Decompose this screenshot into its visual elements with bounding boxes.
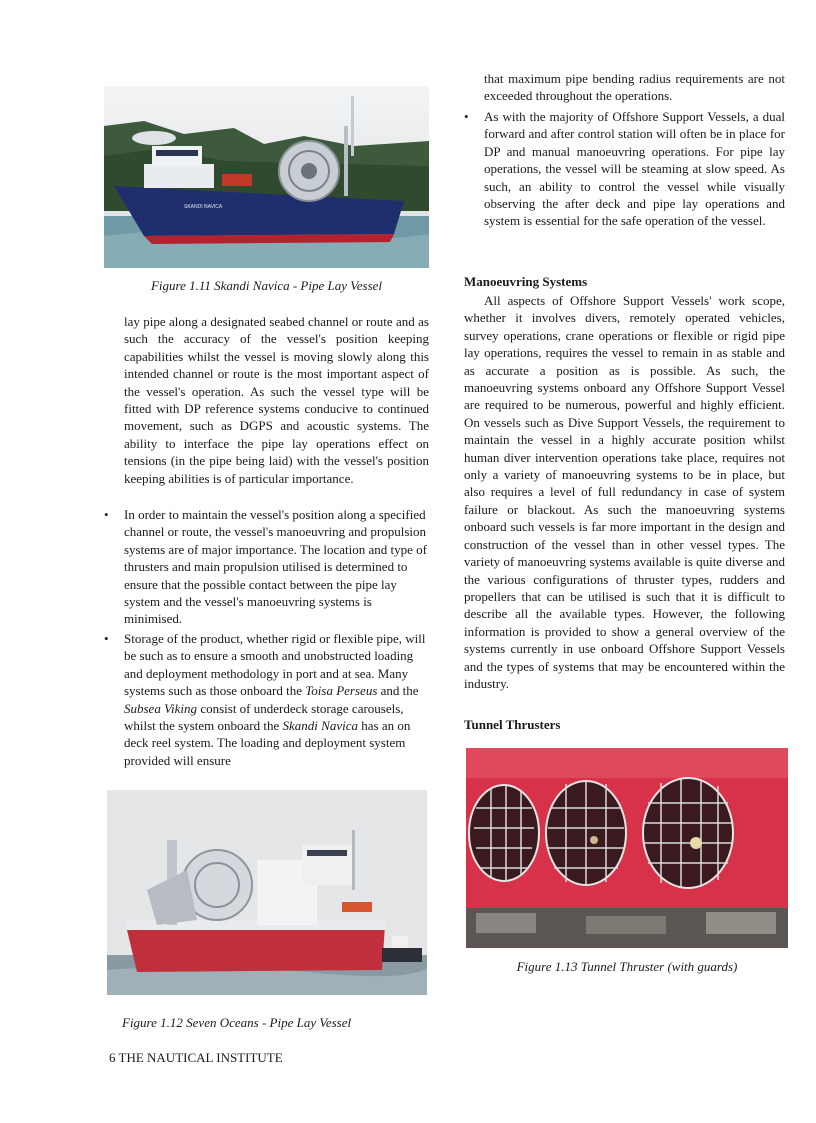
figure-1-13-image [466, 748, 788, 948]
heading-tunnel-thrusters: Tunnel Thrusters [464, 717, 561, 732]
figure-1-12-image [107, 790, 427, 995]
figure-1-12-caption: Figure 1.12 Seven Oceans - Pipe Lay Vessel [122, 1015, 352, 1030]
manoeuvring-paragraph: All aspects of Offshore Support Vessels' work scope, whether it involves divers, remotely operated vehicles, survey operations, crane operations or flexible or rigid pipe lay operations, requires the vessel to remain in as stable and as accurate a position as is possible. As such, the manoeuvring systems onboard any Offshore Support Vessel are required to be numerous, powerful and highly efficient. On vessels such as Dive Support Vessels, the requirement to maintain the vessel in a highly accurate position whilst human diver intervention operations take place, requires not only a variety of manoeuvring systems to be in place, but also requires a level of full redundancy in case of system failure or blackout. As such the manoeuvring systems onboard such vessels is far more important in the design and construction of the vessel than in other vessel types. The variety of manoeuvring systems available is quite diverse and the various configurations of thruster types, rudders and propellers that can be utilised is such that it is difficult to describe all the available types. However, the following information is provided to show a general overview of the systems currently in use onboard Offshore Support Vessels and the types of systems that may be encountered within the industry. [464, 293, 785, 691]
left-bullet-2 [104, 630, 429, 769]
hull-name: SKANDI NAVICA [184, 204, 223, 210]
left-bullet-2-text: Storage of the product, whether rigid or flexible pipe, will be such as to ensure a smooth and unobstructed loading and deployment methodology in port and at sea. Many systems such as those onboard the Toisa Perseus and the Subsea Viking consist of underdeck storage carousels, whilst the system onboard the Skandi Navica has an on deck reel system. The loading and deployment system provided will ensure [124, 631, 426, 768]
bullet-marker: • [104, 631, 109, 646]
page-footer: 6 THE NAUTICAL INSTITUTE [109, 1050, 283, 1065]
heading-manoeuvring-systems: Manoeuvring Systems [464, 274, 588, 289]
figure-1-13-caption: Figure 1.13 Tunnel Thruster (with guards) [516, 959, 738, 974]
left-bullet-1-text: In order to maintain the vessel's position along a specified channel or route, the vessel's manoeuvring and propulsion systems are of major importance. The location and type of thrusters and main propulsion utilised is determined to ensure that the possible contact between the pipe lay system and the vessel's manoeuvring systems is minimised. [124, 507, 427, 627]
figure-1-11-image [104, 86, 429, 268]
bullet-marker: • [464, 109, 469, 124]
right-continuation: that maximum pipe bending radius requirements are not exceeded throughout the operations. [484, 71, 785, 104]
right-bullet [464, 108, 785, 230]
bullet-marker: • [104, 507, 109, 522]
figure-1-11-caption: Figure 1.11 Skandi Navica - Pipe Lay Vessel [150, 278, 383, 293]
left-bullet-1 [104, 506, 429, 628]
right-bullet-text: As with the majority of Offshore Support Vessels, a dual forward and after control station will often be in place for DP and manual manoeuvring operations. For pipe lay operations, the vessel will be steaming at slow speed. As such, an ability to control the vessel while visually observing the after deck and pipe lay operations and system is essential for the safe operation of the vessel. [484, 109, 785, 229]
left-paragraph: lay pipe along a designated seabed channel or route and as such the accuracy of the vessel's position keeping capabilities whilst the vessel is moving slowly along this intended channel or route is the most important aspect of the vessel's operation. As such the vessel type will be fitted with DP reference systems conducive to continued movement, such as DGPS and acoustic systems. The ability to interface the pipe lay operations effect on tensions (in the pipe being laid) with the vessel's position keeping abilities is of particular importance. [124, 314, 429, 486]
